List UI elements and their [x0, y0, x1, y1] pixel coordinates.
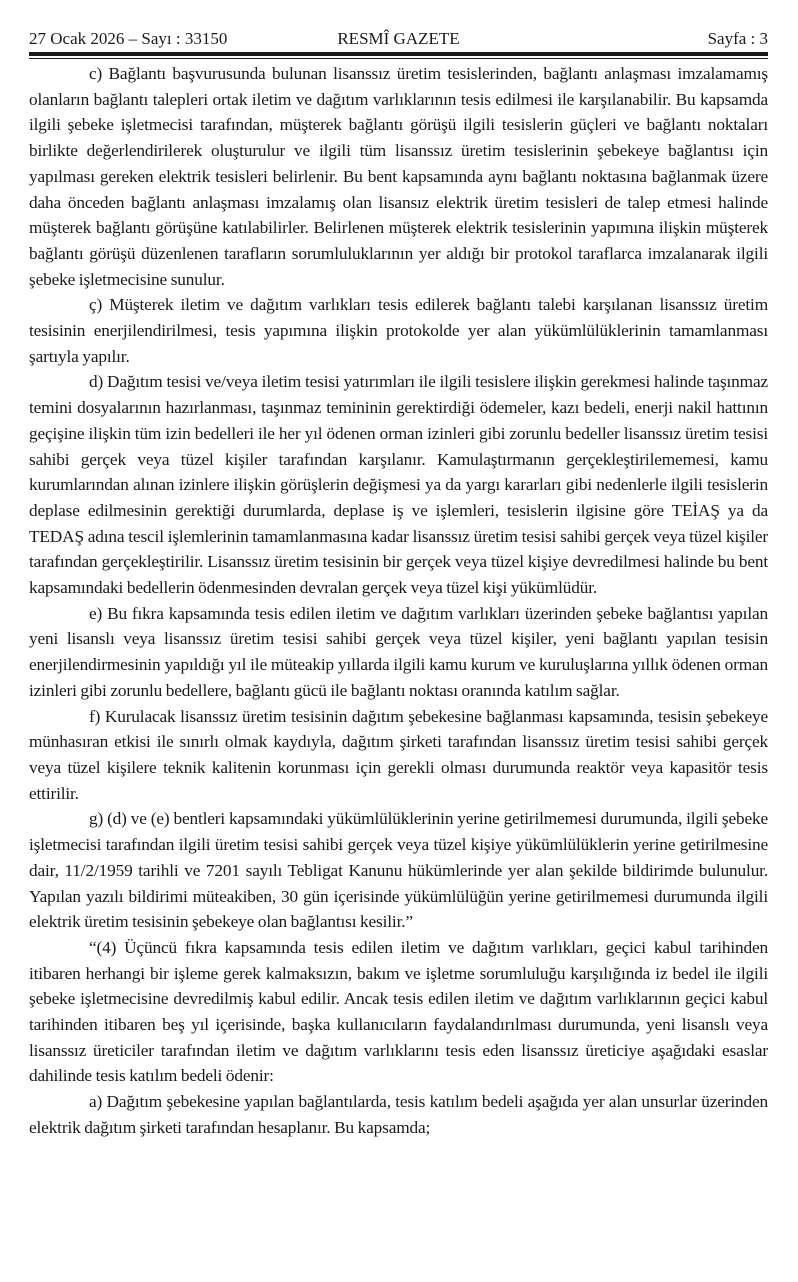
issue-date-number: 27 Ocak 2026 – Sayı : 33150 — [29, 29, 228, 48]
gazette-page — [29, 0, 768, 1141]
page-header — [29, 26, 768, 52]
paragraph-e: e) Bu fıkra kapsamında tesis edilen iletim ve dağıtım varlıkları üzerinden şebeke bağlantısı yapılan yeni lisanslı veya lisanssız üretim tesisi sahibi gerçek veya tüzel kişiler, yeni bağlantı yapılan tesisin enerjilendirmesinin yapıldığı yıl ile müteakip yıllarda ilgili kamu kurum ve kuruluşlarına yıllık ödenen orman izinleri gibi zorunlu bedellere, bağlantı gücü ile bağlantı noktası oranında katılım sağlar. — [29, 603, 768, 700]
publication-title: RESMÎ GAZETE — [337, 29, 460, 48]
paragraph-cc: ç) Müşterek iletim ve dağıtım varlıkları tesis edilerek bağlantı talebi karşılanan lisanssız üretim tesisinin enerjilendirilmesi, tesis yapımına ilişkin protokolde yer alan yükümlülüklerinin tamamlanması şartıyla yapılır. — [29, 295, 768, 366]
document-body — [29, 61, 768, 1141]
paragraph-d: d) Dağıtım tesisi ve/veya iletim tesisi yatırımları ile ilgili tesislere ilişkin gerekmesi halinde taşınmaz temini dosyalarının hazırlanması, taşınmaz temininin gerektirdiği ödemeler, kazı bedeli, enerji nakil hattının geçişine ilişkin tüm izin bedelleri ile her yıl ödenen orman izinleri gibi zorunlu bedeller lisanssız üretim tesisi sahibi gerçek veya tüzel kişiler tarafından karşılanır. Kamulaştırmanın gerçekleştirilememesi, kamu kurumlarından alınan izinlere ilişkin görüşlerin değişmesi ya da yargı kararları gibi nedenlerle ilgili tesislerin deplase edilmesinin gerektiği durumlarda, deplase iş ve işlemleri, tesislerin ilgisine göre TEİAŞ ya da TEDAŞ adına tescil işlemlerinin tamamlanmasına kadar lisanssız üretim tesisi sahibi gerçek veya tüzel kişiler tarafından gerçekleştirilir. Lisanssız üretim tesisinin bir gerçek veya tüzel kişiye devredilmesi halinde bu bent kapsamındaki bedellerin ödenmesinden devralan gerçek veya tüzel kişi yükümlüdür. — [29, 372, 768, 598]
paragraph-g: g) (d) ve (e) bentleri kapsamındaki yükümlülüklerinin yerine getirilmemesi durumunda, ilgili şebeke işletmecisi tarafından ilgili üretim tesisi sahibi gerçek veya tüzel kişiye yükümlülüklerin yerine getirilmesine dair, 11/2/1959 tarihli ve 7201 sayılı Tebligat Kanunu hükümlerinde yer alan şekilde bildirimde bulunulur. Yapılan yazılı bildirimi müteakiben, 30 gün içerisinde yükümlülüğün yerine getirilmemesi durumunda ilgili elektrik üretim tesisinin şebekeye olan bağlantısı kesilir.” — [29, 809, 768, 932]
page-number: Sayfa : 3 — [707, 29, 768, 48]
paragraph-a: a) Dağıtım şebekesine yapılan bağlantılarda, tesis katılım bedeli aşağıda yer alan unsurlar üzerinden elektrik dağıtım şirketi tarafından hesaplanır. Bu kapsamda; — [29, 1092, 768, 1137]
header-rule-thin — [29, 58, 768, 59]
paragraph-f: f) Kurulacak lisanssız üretim tesisinin dağıtım şebekesine bağlanması kapsamında, tesisin şebekeye münhasıran etkisi ile sınırlı olmak kaydıyla, dağıtım şirketi tarafından lisanssız üretim tesisi sahibi gerçek veya tüzel kişilere teknik kalitenin korunması için gerekli olması durumunda reaktör veya kapasitör tesis ettirilir. — [29, 706, 768, 803]
paragraph-c: c) Bağlantı başvurusunda bulunan lisanssız üretim tesislerinden, bağlantı anlaşması imzalamamış olanların bağlantı talepleri ortak iletim ve dağıtım varlıklarının tesis edilmesi ile karşılanabilir. Bu kapsamda ilgili şebeke işletmecisi tarafından, müşterek bağlantı görüşü ilgili tesislerin güçleri ve bağlantı noktaları birlikte değerlendirilerek oluşturulur ve ilgili tüm lisanssız üretim tesislerinin şebekeye bağlantısı için yapılması gereken elektrik tesisleri belirlenir. Bu bent kapsamında aynı bağlantı noktasına bağlanmak üzere daha önceden bağlantı anlaşması imzalamış olan lisansız elektrik üretim tesisleri de talep etmesi halinde müşterek bağlantı görüşüne katılabilirler. Belirlenen müşterek elektrik tesislerinin yapımına ilişkin müşterek bağlantı görüşü düzenlenen tarafların sorumluluklarının yer aldığı bir protokol taraflarca imzalanarak ilgili şebeke işletmecisine sunulur. — [29, 64, 768, 289]
header-rule-thick — [29, 52, 768, 56]
paragraph-4: “(4) Üçüncü fıkra kapsamında tesis edilen iletim ve dağıtım varlıkları, geçici kabul tarihinden itibaren herhangi bir işleme gerek kalmaksızın, bakım ve işletme sorumluluğu karşılığında iz bedel ile ilgili şebeke işletmecisine devredilmiş kabul edilir. Ancak tesis edilen iletim ve dağıtım varlıklarının geçici kabul tarihinden itibaren beş yıl içerisinde, başka kullanıcıların faydalandırılması durumunda, yeni lisanslı veya lisanssız üreticiler tarafından iletim ve dağıtım varlıklarını tesis eden lisanssız üreticiye aşağıdaki esaslar dahilinde tesis katılım bedeli ödenir: — [29, 937, 768, 1086]
